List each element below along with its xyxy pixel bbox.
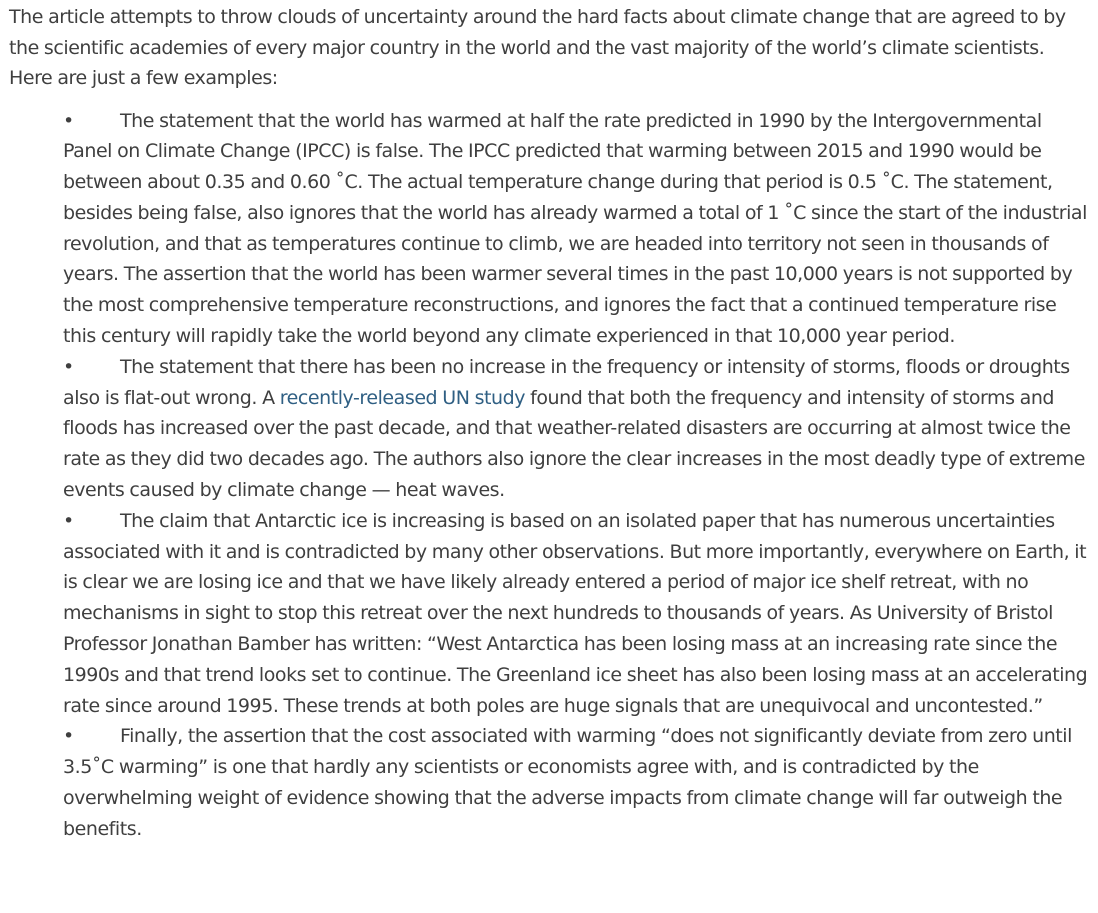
bullet-icon: • (63, 509, 74, 532)
bullet-icon: • (63, 725, 74, 748)
list-item-text-before-link: The statement that there has been no increase in the frequency or intensity of storms, floods or droughts also is flat-out wrong. A (63, 355, 1070, 409)
bullet-icon: • (63, 355, 74, 378)
intro-paragraph: The article attempts to throw clouds of uncertainty around the hard facts about climate change that are agreed to by the scientific academies of every major country in the world and the vast majority of the world’s climate scientists. Here are just a few examples: (9, 6, 1066, 89)
bullet-icon: • (63, 109, 74, 132)
list-item-extreme-events (63, 352, 1089, 506)
examples-list (63, 106, 1089, 845)
list-item-text: Finally, the assertion that the cost associated with warming “does not significantly deviate from zero until 3.5˚C warming” is one that hardly any scientists or economists agree with, and is contradicted by the overwhelming weight of evidence showing that the adverse impacts from climate change will far outweigh the benefits. (63, 725, 1072, 840)
list-item-text-after-link: found that both the frequency and intensity of storms and floods has increased over the past decade, and that weather-related disasters are occurring at almost twice the rate as they did two decades ago. The authors also ignore the clear increases in the most deadly type of extreme events caused by climate change — heat waves. (63, 386, 1085, 502)
list-item-antarctic-ice (63, 506, 1089, 722)
article-body (9, 2, 1091, 845)
list-item-warming-cost (63, 721, 1089, 844)
un-study-link[interactable]: recently-released UN study (279, 386, 526, 409)
list-item-text: The statement that the world has warmed at half the rate predicted in 1990 by the Intergovernmental Panel on Climate Change (IPCC) is false. The IPCC predicted that warming between 2015 and 1990 would be between about 0.35 and 0.60 ˚C. The actual temperature change during that period is 0.5 ˚C. The statement, besides being false, also ignores that the world has already warmed a total of 1 ˚C since the start of the industrial revolution, and that as temperatures continue to climb, we are headed into territory not seen in thousands of years. The assertion that the world has been warmer several times in the past 10,000 years is not supported by the most comprehensive temperature reconstructions, and ignores the fact that a continued temperature rise this century will rapidly take the world beyond any climate experienced in that 10,000 year period. (63, 109, 1087, 348)
list-item-text: The claim that Antarctic ice is increasing is based on an isolated paper that has numerous uncertainties associated with it and is contradicted by many other observations. But more importantly, everywhere on Earth, it is clear we are losing ice and that we have likely already entered a period of major ice shelf retreat, with no mechanisms in sight to stop this retreat over the next hundreds to thousands of years. As University of Bristol Professor Jonathan Bamber has written: “West Antarctica has been losing mass at an increasing rate since the 1990s and that trend looks set to continue. The Greenland ice sheet has also been losing mass at an accelerating rate since around 1995. These trends at both poles are huge signals that are unequivocal and uncontested.” (63, 509, 1088, 717)
list-item-ipcc-warming (63, 106, 1089, 352)
